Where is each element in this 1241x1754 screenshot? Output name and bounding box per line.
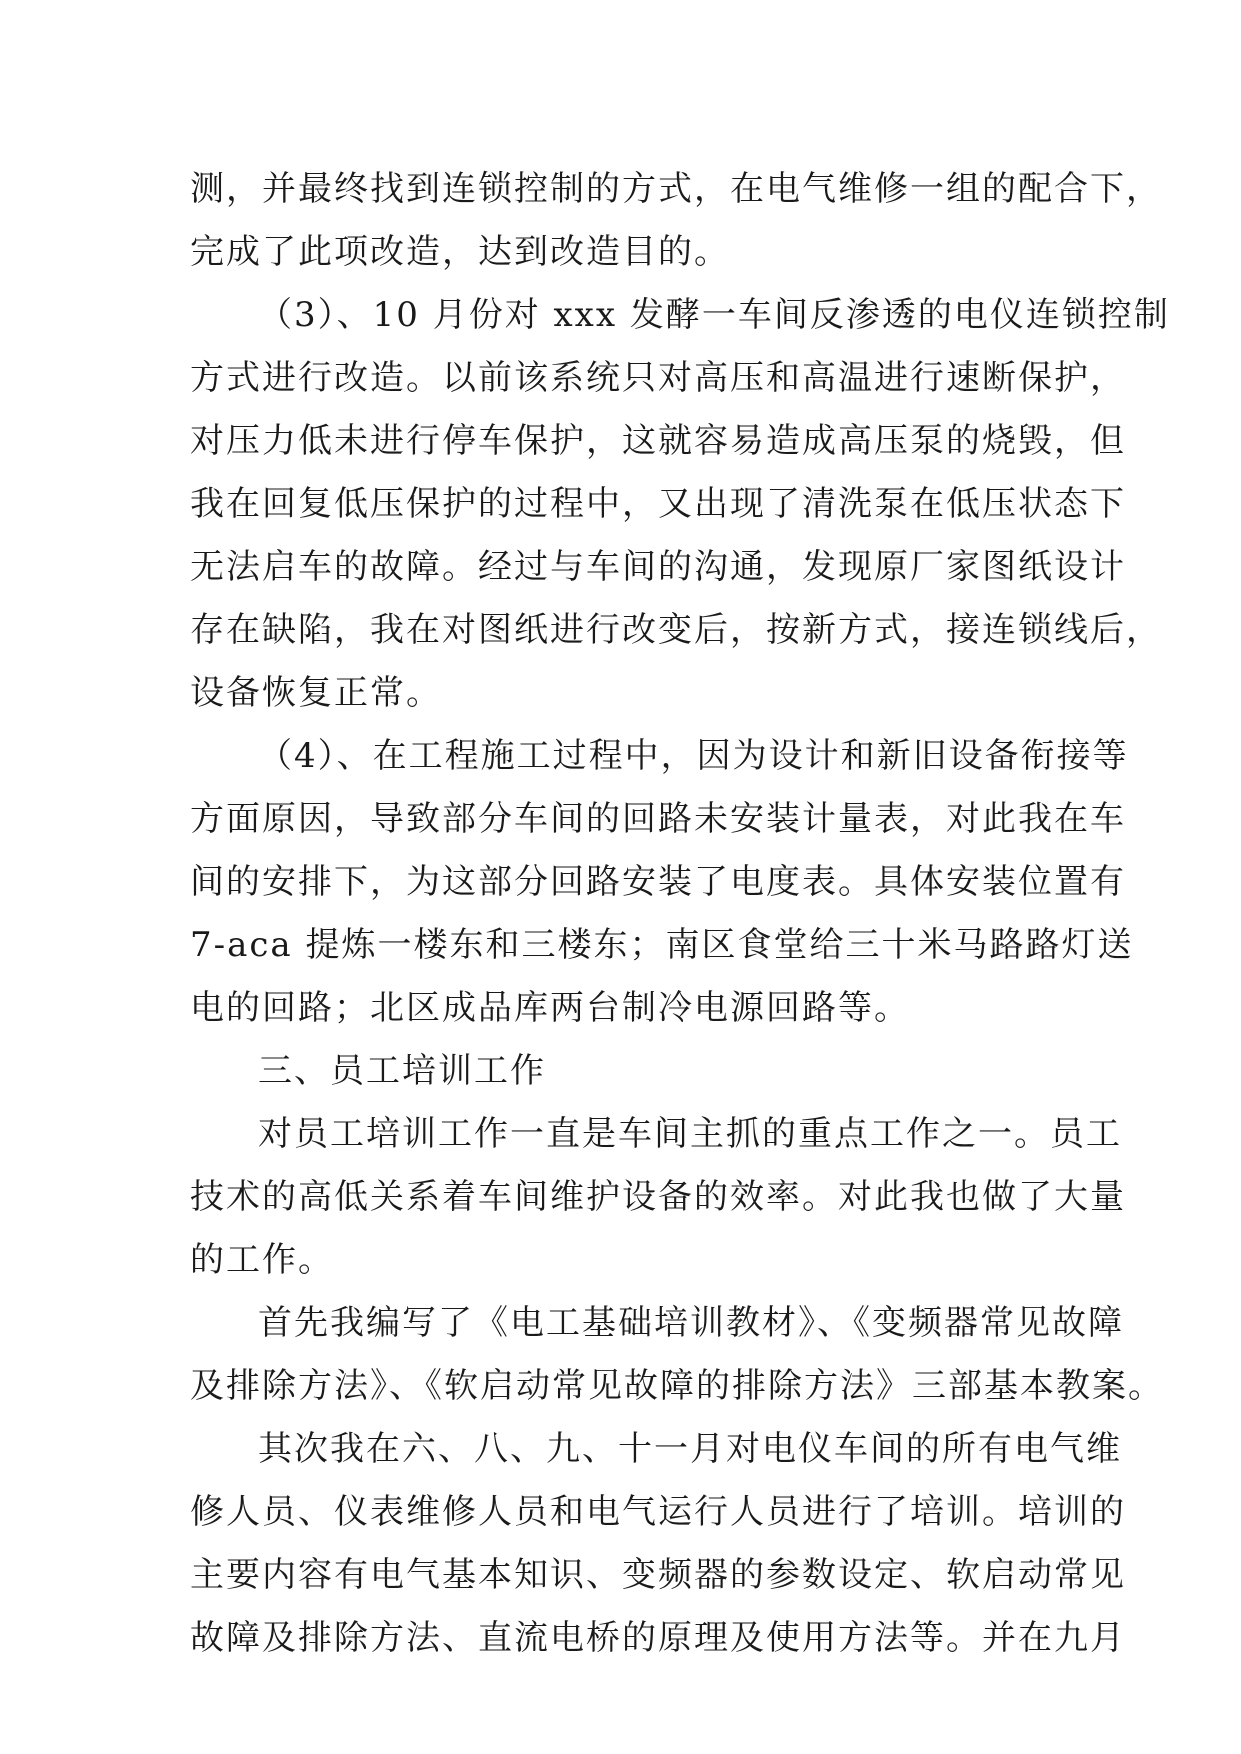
paragraph-line: 7-aca 提炼一楼东和三楼东；南区食堂给三十米马路路灯送	[190, 925, 1134, 965]
paragraph-line: 无法启车的故障。经过与车间的沟通，发现原厂家图纸设计	[190, 547, 1126, 587]
paragraph-line: 的工作。	[190, 1240, 334, 1280]
paragraph-line: 及排除方法》、《软启动常见故障的排除方法》三部基本教案。	[190, 1366, 1164, 1406]
paragraph-line: 方面原因，导致部分车间的回路未安装计量表，对此我在车	[190, 799, 1126, 839]
paragraph-line: 间的安排下，为这部分回路安装了电度表。具体安装位置有	[190, 862, 1126, 902]
paragraph-line: （3）、10 月份对 xxx 发酵一车间反渗透的电仪连锁控制	[258, 295, 1170, 335]
paragraph-line: 设备恢复正常。	[190, 673, 442, 713]
paragraph-line: 主要内容有电气基本知识、变频器的参数设定、软启动常见	[190, 1555, 1126, 1595]
paragraph-line: 完成了此项改造，达到改造目的。	[190, 232, 730, 272]
paragraph-line: 存在缺陷，我在对图纸进行改变后，按新方式，接连锁线后，	[190, 610, 1162, 650]
section-heading: 三、员工培训工作	[258, 1051, 546, 1091]
paragraph-line: 测，并最终找到连锁控制的方式，在电气维修一组的配合下，	[190, 169, 1162, 209]
paragraph-line: 其次我在六、八、九、十一月对电仪车间的所有电气维	[258, 1429, 1122, 1469]
paragraph-line: 技术的高低关系着车间维护设备的效率。对此我也做了大量	[190, 1177, 1126, 1217]
paragraph-line: 电的回路；北区成品库两台制冷电源回路等。	[190, 988, 910, 1028]
paragraph-line: 对员工培训工作一直是车间主抓的重点工作之一。员工	[258, 1114, 1122, 1154]
paragraph-line: （4）、在工程施工过程中，因为设计和新旧设备衔接等	[258, 736, 1129, 776]
paragraph-line: 首先我编写了《电工基础培训教材》、《变频器常见故障	[258, 1303, 1124, 1343]
paragraph-line: 对压力低未进行停车保护，这就容易造成高压泵的烧毁，但	[190, 421, 1126, 461]
paragraph-line: 方式进行改造。以前该系统只对高压和高温进行速断保护，	[190, 358, 1126, 398]
paragraph-line: 我在回复低压保护的过程中，又出现了清洗泵在低压状态下	[190, 484, 1126, 524]
paragraph-line: 修人员、仪表维修人员和电气运行人员进行了培训。培训的	[190, 1492, 1126, 1532]
paragraph-line: 故障及排除方法、直流电桥的原理及使用方法等。并在九月	[190, 1618, 1126, 1658]
document-body	[190, 158, 1170, 1670]
